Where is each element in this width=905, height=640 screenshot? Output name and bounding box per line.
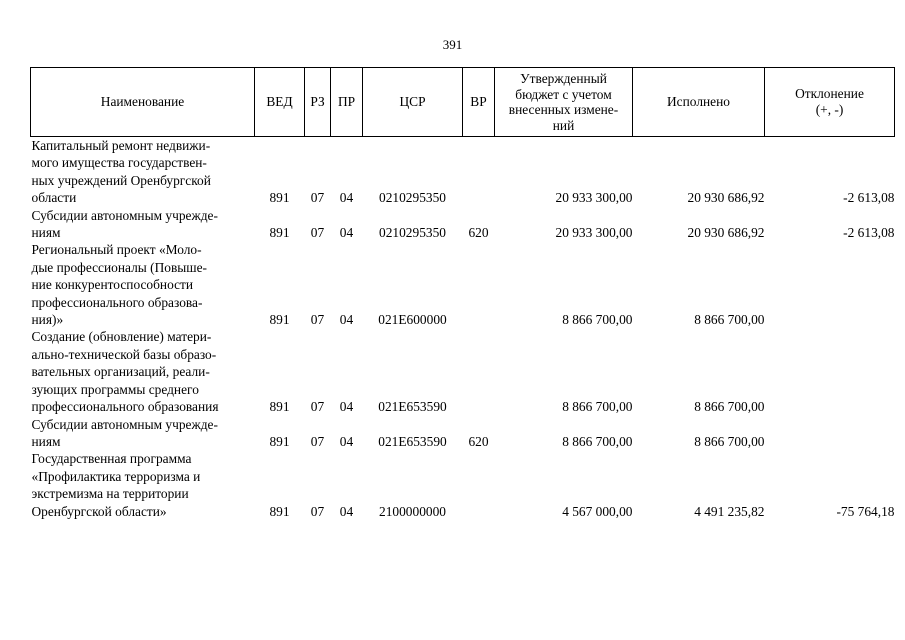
table-row xyxy=(31,328,895,415)
cell-deviation: -75 764,18 xyxy=(836,503,895,519)
cell-vr xyxy=(463,137,495,207)
table-row xyxy=(31,207,895,242)
row-name-line: ния)» xyxy=(31,312,64,328)
row-name xyxy=(31,137,255,207)
header-budget-line: ний xyxy=(552,117,575,133)
cell-approved-budget: 4 567 000,00 xyxy=(562,503,633,519)
cell-ved: 891 xyxy=(269,190,290,206)
cell-approved-budget: 20 933 300,00 xyxy=(555,225,633,241)
cell-vr: 620 xyxy=(468,433,489,449)
cell-deviation xyxy=(765,416,895,451)
cell-vr xyxy=(463,450,495,520)
header-budget-line: внесенных измене- xyxy=(508,102,619,117)
cell-ved: 891 xyxy=(269,225,290,241)
cell-ved: 891 xyxy=(269,312,290,328)
cell-rz: 07 xyxy=(310,399,325,415)
cell-ved: 891 xyxy=(269,503,290,519)
header-budget-line: бюджет с учетом xyxy=(515,86,612,102)
row-name-line: мого имущества государствен- xyxy=(31,155,207,171)
table-row xyxy=(31,241,895,328)
cell-deviation xyxy=(765,328,895,415)
header-rz: РЗ xyxy=(305,68,331,137)
row-name-line: Государственная программа xyxy=(31,451,192,467)
header-budget-line: Утвержденный xyxy=(520,71,607,86)
row-name xyxy=(31,450,255,520)
table-body xyxy=(31,137,895,520)
cell-deviation: -2 613,08 xyxy=(843,225,895,241)
header-executed: Исполнено xyxy=(633,68,765,137)
row-name-line: Субсидии автономным учрежде- xyxy=(31,416,218,432)
cell-rz: 07 xyxy=(310,225,325,241)
row-name-line: Региональный проект «Моло- xyxy=(31,242,202,258)
row-name xyxy=(31,416,255,451)
cell-pr: 04 xyxy=(339,433,354,449)
row-name-line: ниям xyxy=(31,433,61,449)
header-ved: ВЕД xyxy=(255,68,305,137)
cell-executed: 8 866 700,00 xyxy=(694,312,765,328)
cell-approved-budget: 20 933 300,00 xyxy=(555,190,633,206)
cell-deviation xyxy=(765,241,895,328)
row-name xyxy=(31,207,255,242)
header-name: Наименование xyxy=(31,68,255,137)
cell-pr: 04 xyxy=(339,225,354,241)
cell-rz: 07 xyxy=(310,312,325,328)
row-name-line: вательных организаций, реали- xyxy=(31,364,210,380)
budget-table xyxy=(30,67,895,520)
cell-csr: 021E600000 xyxy=(378,312,447,328)
cell-vr: 620 xyxy=(468,225,489,241)
row-name-line: профессионального образова- xyxy=(31,294,203,310)
row-name xyxy=(31,328,255,415)
row-name-line: «Профилактика терроризма и xyxy=(31,468,201,484)
header-deviation-line: (+, -) xyxy=(815,102,844,117)
cell-executed: 4 491 235,82 xyxy=(694,503,765,519)
table-row xyxy=(31,137,895,207)
row-name-line: Капитальный ремонт недвижи- xyxy=(31,138,211,153)
cell-csr: 0210295350 xyxy=(379,225,446,241)
row-name-line: ально-технической базы образо- xyxy=(31,346,217,362)
table-header-row xyxy=(31,68,895,137)
row-name-line: дые профессионалы (Повыше- xyxy=(31,259,207,275)
cell-pr: 04 xyxy=(339,312,354,328)
header-deviation-line: Отклонение xyxy=(795,86,864,101)
cell-executed: 8 866 700,00 xyxy=(694,399,765,415)
cell-approved-budget: 8 866 700,00 xyxy=(562,433,633,449)
row-name-line: области xyxy=(31,190,77,206)
cell-executed: 20 930 686,92 xyxy=(687,225,765,241)
table-row xyxy=(31,416,895,451)
row-name-line: Создание (обновление) матери- xyxy=(31,329,212,345)
row-name-line: Оренбургской области» xyxy=(31,503,167,519)
table-row xyxy=(31,450,895,520)
header-csr: ЦСР xyxy=(363,68,463,137)
row-name xyxy=(31,241,255,328)
cell-ved: 891 xyxy=(269,433,290,449)
cell-vr xyxy=(463,241,495,328)
header-deviation xyxy=(765,68,895,137)
cell-csr: 021E653590 xyxy=(378,399,447,415)
row-name-line: экстремизма на территории xyxy=(31,486,189,502)
header-pr: ПР xyxy=(331,68,363,137)
cell-rz: 07 xyxy=(310,433,325,449)
row-name-line: ниям xyxy=(31,225,61,241)
cell-ved: 891 xyxy=(269,399,290,415)
row-name-line: профессионального образования xyxy=(31,399,219,415)
cell-rz: 07 xyxy=(310,503,325,519)
cell-executed: 8 866 700,00 xyxy=(694,433,765,449)
page-number: 391 xyxy=(442,37,463,52)
cell-pr: 04 xyxy=(339,399,354,415)
header-approved-budget xyxy=(495,68,633,137)
cell-pr: 04 xyxy=(339,190,354,206)
header-vr: ВР xyxy=(463,68,495,137)
cell-deviation: -2 613,08 xyxy=(843,190,895,206)
cell-rz: 07 xyxy=(310,190,325,206)
row-name-line: ных учреждений Оренбургской xyxy=(31,172,211,188)
cell-csr: 2100000000 xyxy=(379,503,446,519)
cell-vr xyxy=(463,328,495,415)
row-name-line: Субсидии автономным учрежде- xyxy=(31,207,218,223)
row-name-line: ние конкурентоспособности xyxy=(31,277,194,293)
row-name-line: зующих программы среднего xyxy=(31,381,199,397)
cell-executed: 20 930 686,92 xyxy=(687,190,765,206)
cell-csr: 0210295350 xyxy=(379,190,446,206)
cell-approved-budget: 8 866 700,00 xyxy=(562,312,633,328)
cell-csr: 021E653590 xyxy=(378,433,447,449)
cell-pr: 04 xyxy=(339,503,354,519)
cell-approved-budget: 8 866 700,00 xyxy=(562,399,633,415)
